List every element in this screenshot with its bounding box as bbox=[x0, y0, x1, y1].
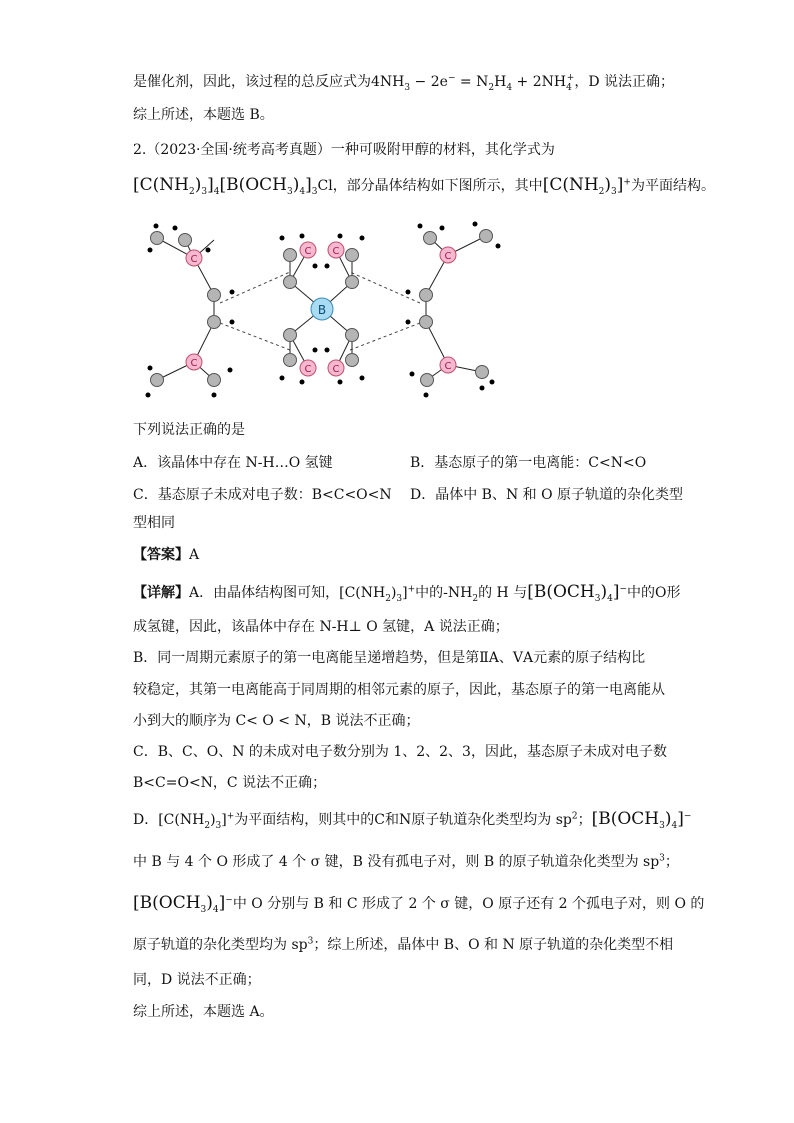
option-c[interactable]: C．基态原子未成对电子数：B<C<O<N bbox=[133, 487, 392, 503]
question-header: 2.（2023·全国·统考高考真题）一种可吸附甲醇的材料，其化学式为 bbox=[133, 142, 555, 158]
detail-b-line2: 较稳定，其第一电离能高于同周期的相邻元素的原子，因此，基态原子的第一电离能从 bbox=[133, 682, 665, 698]
option-d-continued: 型相同 bbox=[133, 515, 175, 531]
svg-text:C: C bbox=[332, 364, 340, 375]
svg-text:C: C bbox=[190, 358, 198, 369]
detail-a-line2: 成氢键，因此，该晶体中存在 N-H⊥ O 氢键，A 说法正确； bbox=[133, 619, 509, 635]
svg-text:B: B bbox=[317, 303, 327, 317]
detail-d-line1: D．$[C(NH_2)_3]^+$为平面结构，则其中的C和N原子轨道杂化类型均为 $sp^2$；$[B(OCH_3)_4]^-$ bbox=[133, 809, 692, 831]
svg-text:C: C bbox=[190, 254, 198, 265]
svg-text:C: C bbox=[444, 251, 452, 262]
detail-c-line1: C．B、C、O、N 的未成对电子数分别为 1、2、2、3，因此，基态原子未成对电子数 bbox=[133, 744, 667, 760]
svg-text:C: C bbox=[304, 246, 312, 257]
svg-text:C: C bbox=[332, 246, 340, 257]
svg-text:C: C bbox=[304, 364, 312, 375]
boron-atom bbox=[311, 298, 333, 320]
question-prompt: 下列说法正确的是 bbox=[133, 422, 245, 438]
detail-d-line2: 中 B 与 4 个 O 形成了 4 个 σ 键，B 没有孤电子对，则 B 的原子轨道杂化类型为 $sp^3$； bbox=[133, 853, 679, 870]
option-a[interactable]: A．该晶体中存在 N-H…O 氢键 bbox=[133, 455, 333, 471]
conclusion-2: 综上所述，本题选 A。 bbox=[133, 1004, 274, 1020]
detail-c-line2: B<C=O<N，C 说法不正确； bbox=[133, 775, 327, 791]
detail-a-line1: 【详解】A．由晶体结构图可知，$[C(NH_2)_3]^+$中的$-NH_2$的 H 与$[B(OCH_3)_4]^-$中的O形 bbox=[133, 582, 681, 604]
detail-d-line4: 原子轨道的杂化类型均为 $sp^3$；综上所述，晶体中 B、O 和 N 原子轨道的杂化类型不相 bbox=[133, 936, 674, 953]
svg-text:C: C bbox=[444, 361, 452, 372]
detail-d-line5: 同，D 说法不正确； bbox=[133, 972, 261, 988]
crystal-structure-diagram bbox=[130, 210, 510, 415]
detail-b-line1: B．同一周期元素原子的第一电离能呈递增趋势，但是第ⅡA、ⅤA元素的原子结构比 bbox=[133, 650, 646, 666]
detail-b-line3: 小到大的顺序为 C< O < N，B 说法不正确； bbox=[133, 713, 420, 729]
option-d[interactable]: D．晶体中 B、N 和 O 原子轨道的杂化类型 bbox=[410, 487, 684, 503]
option-b[interactable]: B．基态原子的第一电离能：C<N<O bbox=[410, 455, 647, 471]
answer: 【答案】A bbox=[133, 547, 200, 563]
detail-d-line3: $[B(OCH_3)_4]^-$中 O 分别与 B 和 C 形成了 2 个 σ 键，O 原子还有 2 个孤电子对，则 O 的 bbox=[133, 893, 705, 915]
question-formula-line: $[C(NH_2)_3]_4[B(OCH_3)_4]_3Cl$，部分晶体结构如下图所示，其中$[C(NH_2)_3]^+$为平面结构。 bbox=[133, 175, 715, 197]
conclusion-1: 综上所述，本题选 B。 bbox=[133, 107, 274, 123]
equation-line: 是催化剂，因此，该过程的总反应式为$4NH_3 - 2e^- = N_2H_4 + 2NH_4^+$，D 说法正确； bbox=[133, 73, 675, 93]
